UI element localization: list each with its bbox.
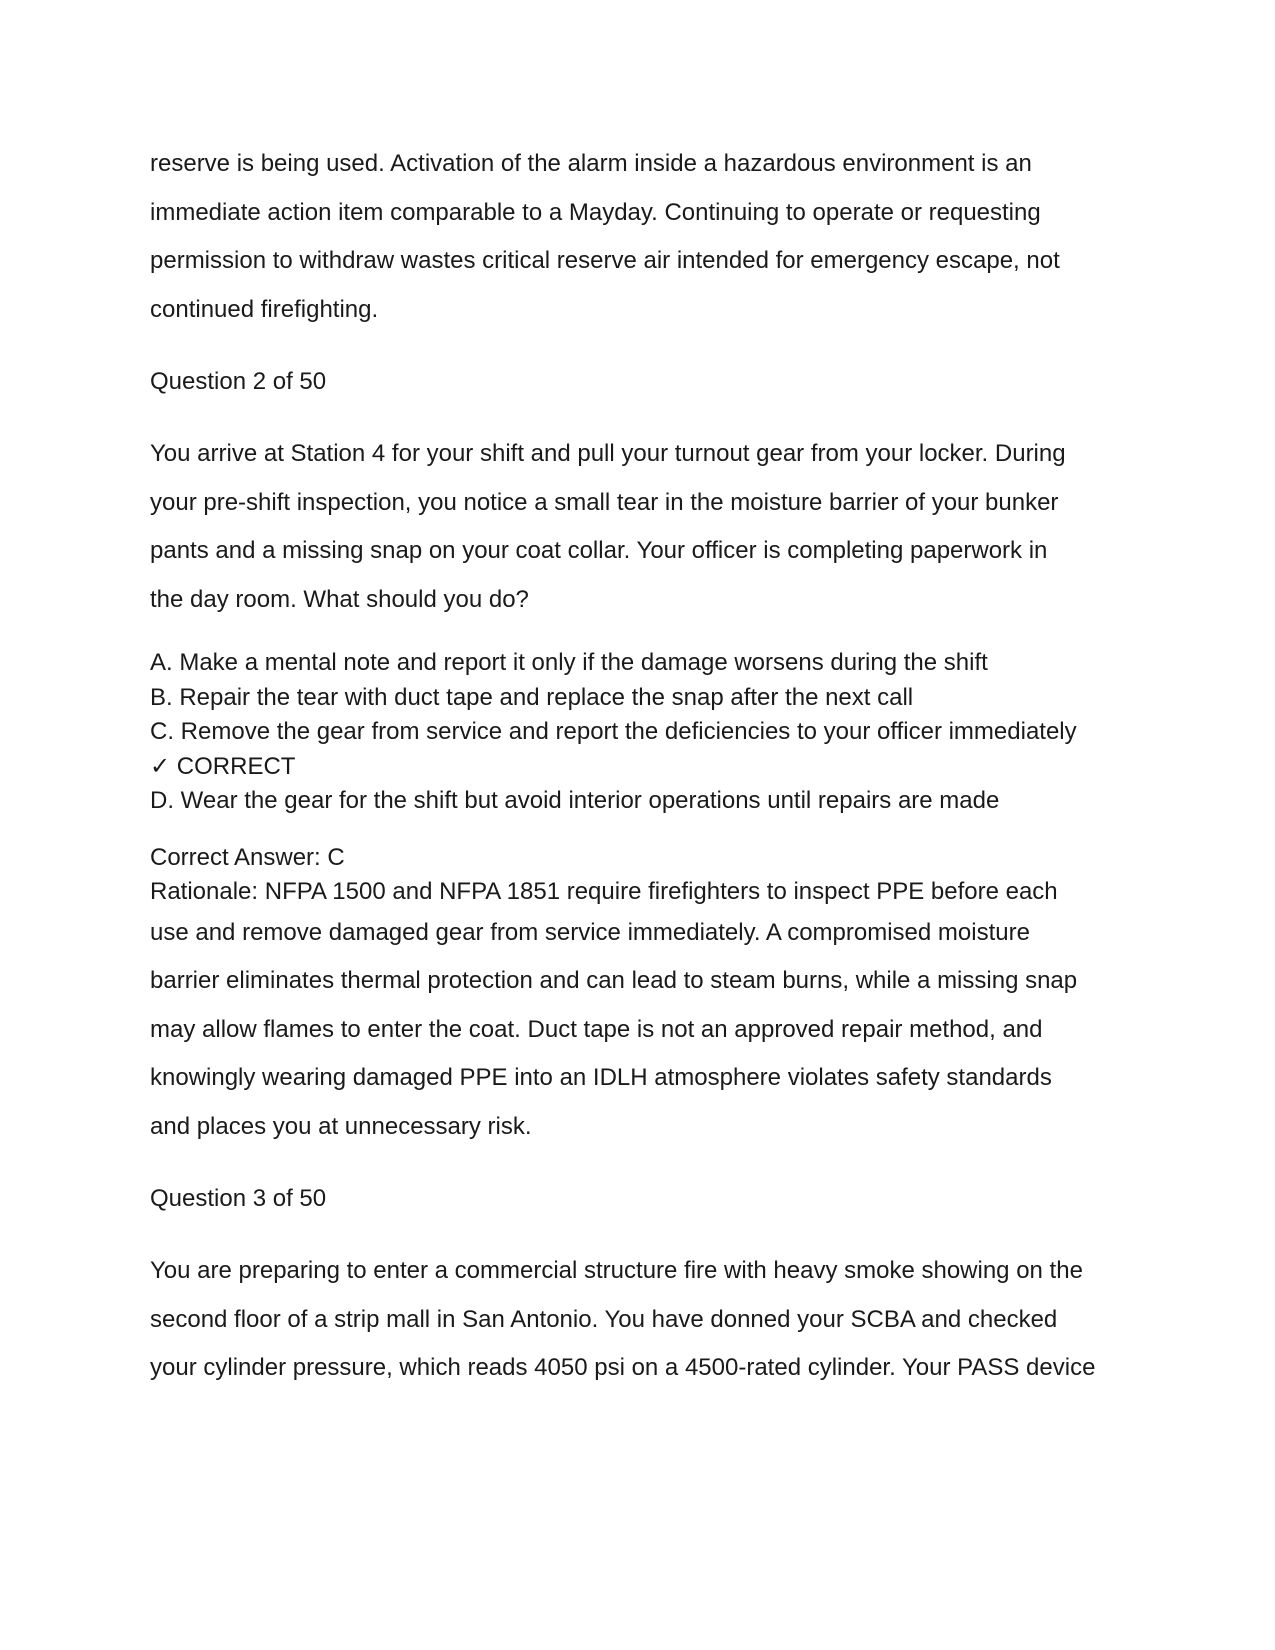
text-line: permission to withdraw wastes critical reserve air intended for emergency escape, not <box>150 247 1060 274</box>
rationale-label-line: Rationale: NFPA 1500 and NFPA 1851 require firefighters to inspect PPE before each <box>150 877 1058 905</box>
text-line: You are preparing to enter a commercial structure fire with heavy smoke showing on the <box>150 1257 1083 1284</box>
text-line: may allow flames to enter the coat. Duct tape is not an approved repair method, and <box>150 1015 1043 1043</box>
option-c: C. Remove the gear from service and report the deficiencies to your officer immediately <box>150 718 1077 745</box>
option-b: B. Repair the tear with duct tape and replace the snap after the next call <box>150 683 914 711</box>
previous-rationale <box>150 140 1130 334</box>
document-page <box>150 140 1130 1393</box>
text-line: and places you at unnecessary risk. <box>150 1112 532 1140</box>
text-line: knowingly wearing damaged PPE into an IDLH atmosphere violates safety standards <box>150 1064 1052 1091</box>
question-3-header: Question 3 of 50 <box>150 1185 327 1212</box>
correct-marker: ✓ CORRECT <box>150 752 296 780</box>
text-line: second floor of a strip mall in San Antonio. You have donned your SCBA and checked <box>150 1305 1058 1333</box>
text-line: pants and a missing snap on your coat collar. Your officer is completing paperwork in <box>150 537 1048 564</box>
question-2-header: Question 2 of 50 <box>150 368 327 395</box>
text-line: reserve is being used. Activation of the alarm inside a hazardous environment is an <box>150 150 1032 177</box>
question-3-stem <box>150 1247 1130 1393</box>
text-line: barrier eliminates thermal protection and can lead to steam burns, while a missing snap <box>150 967 1078 994</box>
text-line: immediate action item comparable to a Mayday. Continuing to operate or requesting <box>150 198 1041 226</box>
text-line: continued firefighting. <box>150 295 379 323</box>
text-line: You arrive at Station 4 for your shift and pull your turnout gear from your locker. During <box>150 440 1066 467</box>
question-2-stem <box>150 430 1130 624</box>
text-line: your pre-shift inspection, you notice a small tear in the moisture barrier of your bunker <box>150 488 1059 516</box>
question-2-options <box>150 646 1130 819</box>
option-d: D. Wear the gear for the shift but avoid interior operations until repairs are made <box>150 787 1000 814</box>
correct-answer: Correct Answer: C <box>150 843 345 871</box>
text-line: use and remove damaged gear from service immediately. A compromised moisture <box>150 918 1030 946</box>
option-a: A. Make a mental note and report it only if the damage worsens during the shift <box>150 649 988 676</box>
text-line: your cylinder pressure, which reads 4050 psi on a 4500-rated cylinder. Your PASS device <box>150 1354 1096 1381</box>
text-line: the day room. What should you do? <box>150 585 529 613</box>
question-2-rationale <box>150 909 1130 1152</box>
